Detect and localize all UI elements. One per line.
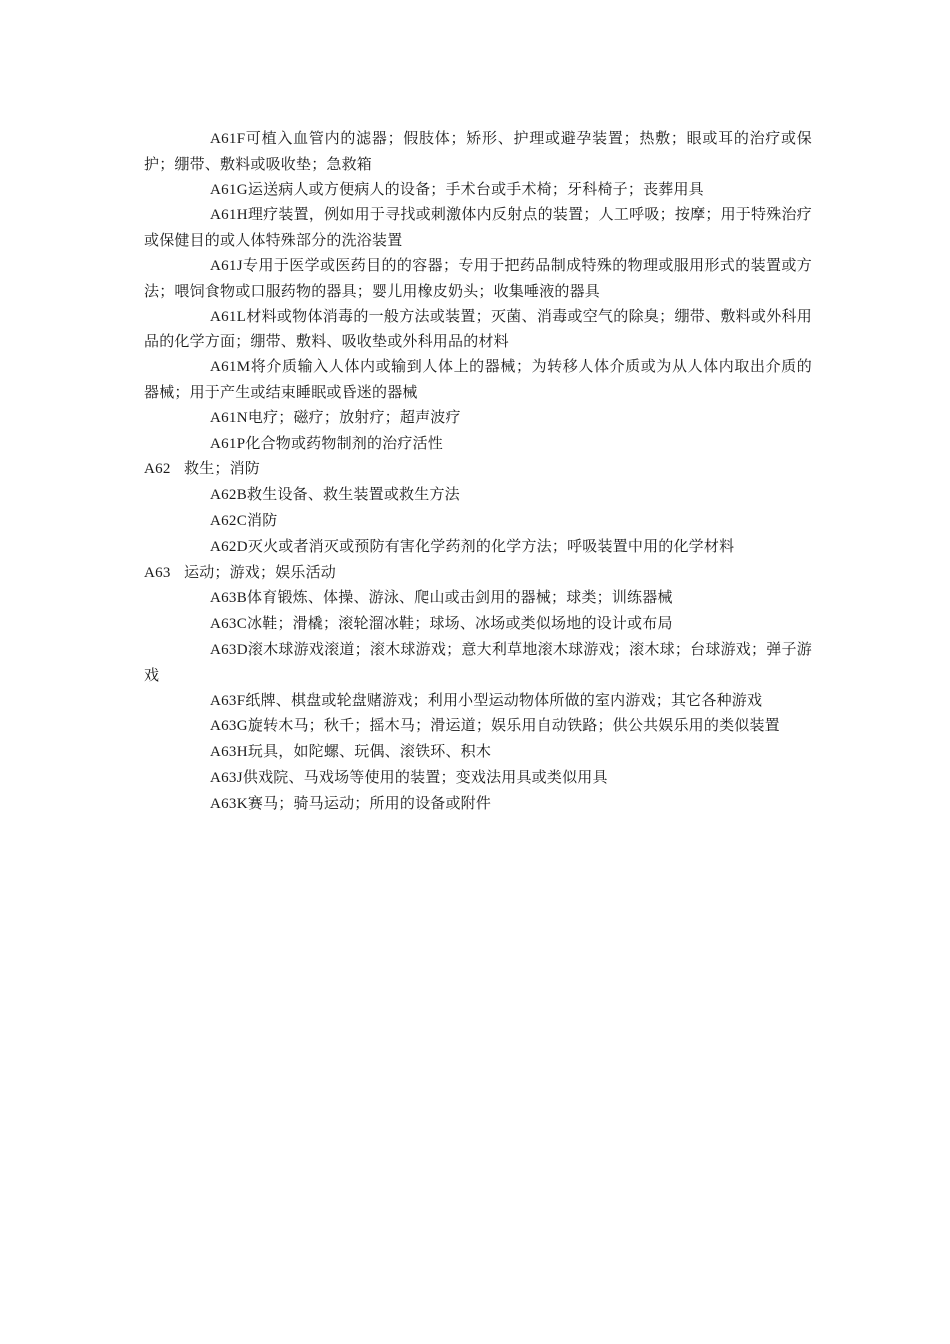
entry-a62d: [144, 534, 812, 560]
entry-code: A61P: [210, 435, 246, 452]
entry-text: 电疗；磁疗；放射疗；超声波疗: [247, 407, 461, 426]
entry-a62b: [144, 482, 812, 508]
entry-a62: [144, 456, 812, 482]
entry-text: 体育锻炼、体操、游泳、爬山或击剑用的器械；球类；训练器械: [247, 588, 673, 607]
entry-a61l: [144, 304, 812, 355]
entry-text: 供戏院、马戏场等使用的装置；变戏法用具或类似用具: [242, 767, 608, 786]
entry-text: 救生设备、救生装置或救生方法: [247, 485, 460, 504]
entry-a63c: [144, 611, 812, 637]
entry-code: A61G: [210, 181, 248, 198]
entry-code: A61M: [210, 359, 251, 376]
entry-text: 将介质输入人体内或输到人体上的器械；为转移人体介质或为从人体内取出介质的器械；用于产生或结束睡眠或昏迷的器械: [144, 357, 812, 401]
entry-text: 化合物或药物制剂的治疗活性: [245, 433, 443, 452]
entry-a61g: [144, 177, 812, 203]
entry-text: 理疗装置，例如用于寻找或刺激体内反射点的装置；人工呼吸；按摩；用于特殊治疗或保健目的或人体特殊部分的洗浴装置: [144, 205, 812, 250]
entry-code: A63F: [210, 692, 246, 709]
entry-code: A61L: [210, 308, 247, 325]
entry-a61f: [144, 126, 812, 177]
entry-a63j: [144, 765, 812, 791]
entry-code: A62D: [210, 538, 248, 555]
entry-code: A63C: [210, 616, 248, 633]
entry-a63h: [144, 739, 812, 765]
entry-text: 冰鞋；滑橇；滚轮溜冰鞋；球场、冰场或类似场地的设计或布局: [247, 614, 673, 633]
entry-a61j: [144, 253, 812, 304]
entry-a61n: [144, 405, 812, 431]
entry-code: A61H: [210, 207, 248, 224]
entry-code: A61F: [210, 131, 246, 147]
entry-a61m: [144, 354, 812, 405]
entry-a61h: [144, 202, 812, 253]
entry-code: A62B: [210, 487, 248, 504]
entry-code: A63J: [210, 769, 243, 786]
entry-a63f: [144, 688, 812, 714]
entry-code: A61N: [210, 409, 248, 426]
entry-text: 赛马；骑马运动；所用的设备或附件: [247, 793, 492, 812]
entry-a63g: [144, 713, 812, 739]
entry-text: 玩具，如陀螺、玩偶、滚铁环、积木: [247, 742, 492, 761]
entry-a62c: [144, 508, 812, 534]
entry-a63d: [144, 637, 812, 688]
document-page: [144, 126, 812, 817]
entry-code: A63B: [210, 590, 248, 607]
entry-a61p: [144, 431, 812, 457]
entry-text: 材料或物体消毒的一般方法或装置；灭菌、消毒或空气的除臭；绷带、敷料或外科用品的化学方面；绷带、敷料、吸收垫或外科用品的材料: [144, 306, 812, 351]
entry-text: 运送病人或方便病人的设备；手术台或手术椅；牙科椅子；丧葬用具: [247, 179, 704, 198]
entry-text: 旋转木马；秋千；摇木马；滑运道；娱乐用自动铁路；供公共娱乐用的类似装置: [247, 716, 780, 735]
entry-code: A62C: [210, 512, 248, 529]
entry-text: 可植入血管内的滤器；假肢体；矫形、护理或避孕装置；热敷；眼或耳的治疗或保护；绷带、敷料或吸收垫；急救箱: [144, 129, 812, 173]
entry-text: 救生；消防: [184, 459, 261, 478]
entry-text: 纸牌、棋盘或轮盘赌游戏；利用小型运动物体所做的室内游戏；其它各种游戏: [245, 690, 763, 709]
entry-a63b: [144, 585, 812, 611]
entry-text: 灭火或者消灭或预防有害化学药剂的化学方法；呼吸装置中用的化学材料: [247, 536, 735, 555]
entry-text: 运动；游戏；娱乐活动: [184, 562, 337, 581]
entry-code: A62: [144, 461, 171, 478]
entry-a63: [144, 560, 812, 586]
entry-text: 消防: [247, 510, 278, 529]
entry-a63k: [144, 791, 812, 817]
entry-text: 专用于医学或医药目的的容器；专用于把药品制成特殊的物理或服用形式的装置或方法；喂饲食物或口服药物的器具；婴儿用橡皮奶头；收集唾液的器具: [144, 255, 812, 300]
entry-code: A63K: [210, 795, 248, 812]
entry-code: A63: [144, 564, 171, 581]
entry-code: A61J: [210, 257, 243, 274]
entry-code: A63D: [210, 641, 248, 658]
entry-code: A63G: [210, 718, 248, 735]
entry-code: A63H: [210, 744, 248, 761]
entry-text: 滚木球游戏滚道；滚木球游戏；意大利草地滚木球游戏；滚木球；台球游戏；弹子游戏: [144, 639, 812, 684]
